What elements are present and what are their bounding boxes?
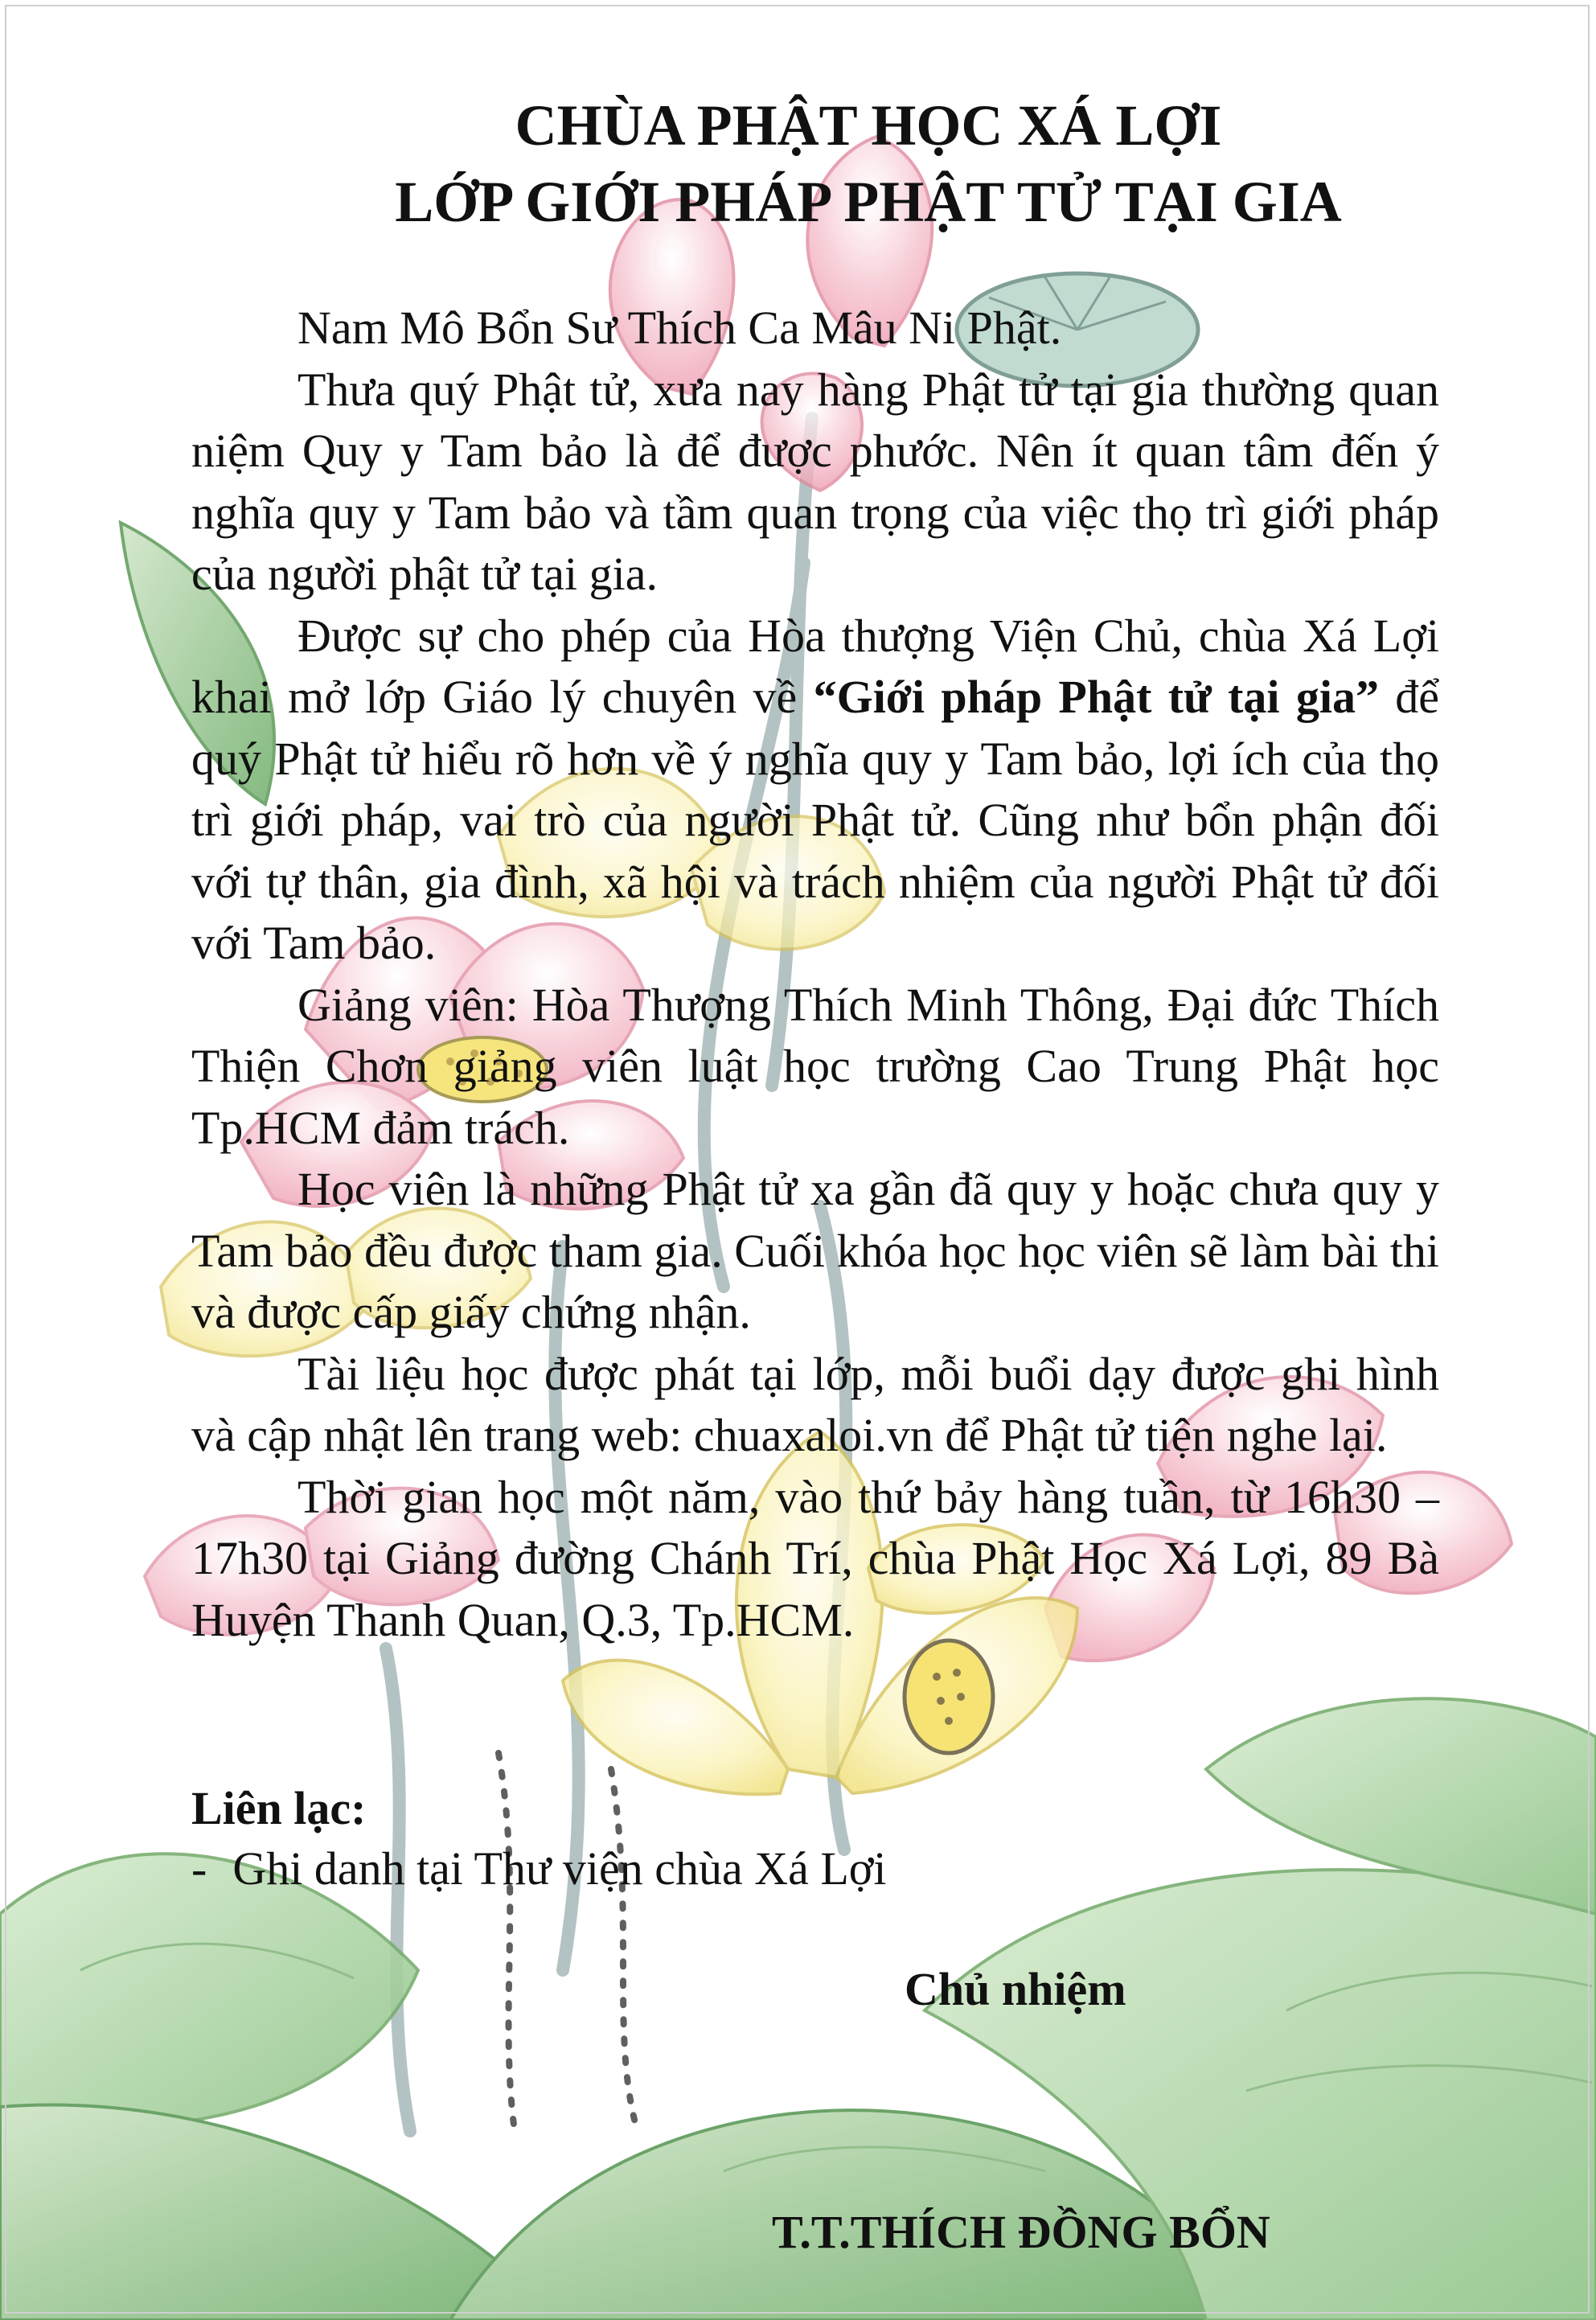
class-name: “Giới pháp Phật tử tại gia” xyxy=(813,671,1379,723)
greeting: Nam Mô Bổn Sư Thích Ca Mâu Ni Phật. xyxy=(297,302,1062,354)
paragraph-purpose: Thưa quý Phật tử, xưa nay hàng Phật tử tại gia thường quan niệm Quy y Tam bảo là để được phước. Nên ít quan tâm đến ý nghĩa quy y Tam bảo và tầm quan trọng của việc thọ trì giới pháp của người phật tử tại gia. xyxy=(191,363,1439,600)
announcement-body xyxy=(191,298,1439,1651)
title-line-1: CHÙA PHẬT HỌC XÁ LỢI xyxy=(515,93,1222,158)
title-line-2: LỚP GIỚI PHÁP PHẬT TỬ TẠI GIA xyxy=(395,170,1342,234)
contact-item xyxy=(191,1842,887,1895)
contact-item-text: Ghi danh tại Thư viện chùa Xá Lợi xyxy=(232,1842,887,1895)
signature-role: Chủ nhiệm xyxy=(905,1963,1126,2015)
paragraph-instructors: Giảng viên: Hòa Thượng Thích Minh Thông, Đại đức Thích Thiện Chơn giảng viên luật học trường Cao Trung Phật học Tp.HCM đảm trách. xyxy=(191,978,1439,1154)
class-intro-text: Được sự cho phép của Hòa thượng Viện Chủ, chùa Xá Lợi khai mở lớp Giáo lý chuyên về xyxy=(191,609,1439,723)
contact-bullet: - xyxy=(191,1842,207,1895)
paragraph-students: Học viên là những Phật tử xa gần đã quy y hoặc chưa quy y Tam bảo đều được tham gia. Cuối khóa học học viên sẽ làm bài thi và được cấp giấy chứng nhận. xyxy=(191,1163,1439,1338)
paragraph-class-intro xyxy=(191,606,1439,975)
contact-heading: Liên lạc: xyxy=(191,1782,367,1834)
class-intro-text-end: để quý Phật tử hiểu rõ hơn về ý nghĩa quy y Tam bảo, lợi ích của thọ trì giới pháp, vai trò của người Phật tử. Cũng như bổn phận đối với tự thân, gia đình, xã hội và trách nhiệm của người Phật tử đối với Tam bảo. xyxy=(191,671,1439,969)
paragraph-materials: Tài liệu học được phát tại lớp, mỗi buổi dạy được ghi hình và cập nhật lên trang web: chuaxaloi.vn để Phật tử tiện nghe lại. xyxy=(191,1347,1439,1461)
signature-name: T.T.THÍCH ĐỒNG BỔN xyxy=(772,2206,1270,2258)
paragraph-schedule: Thời gian học một năm, vào thứ bảy hàng tuần, từ 16h30 – 17h30 tại Giảng đường Chánh Trí, chùa Phật Học Xá Lợi, 89 Bà Huyện Thanh Quan, Q.3, Tp.HCM. xyxy=(191,1470,1439,1646)
